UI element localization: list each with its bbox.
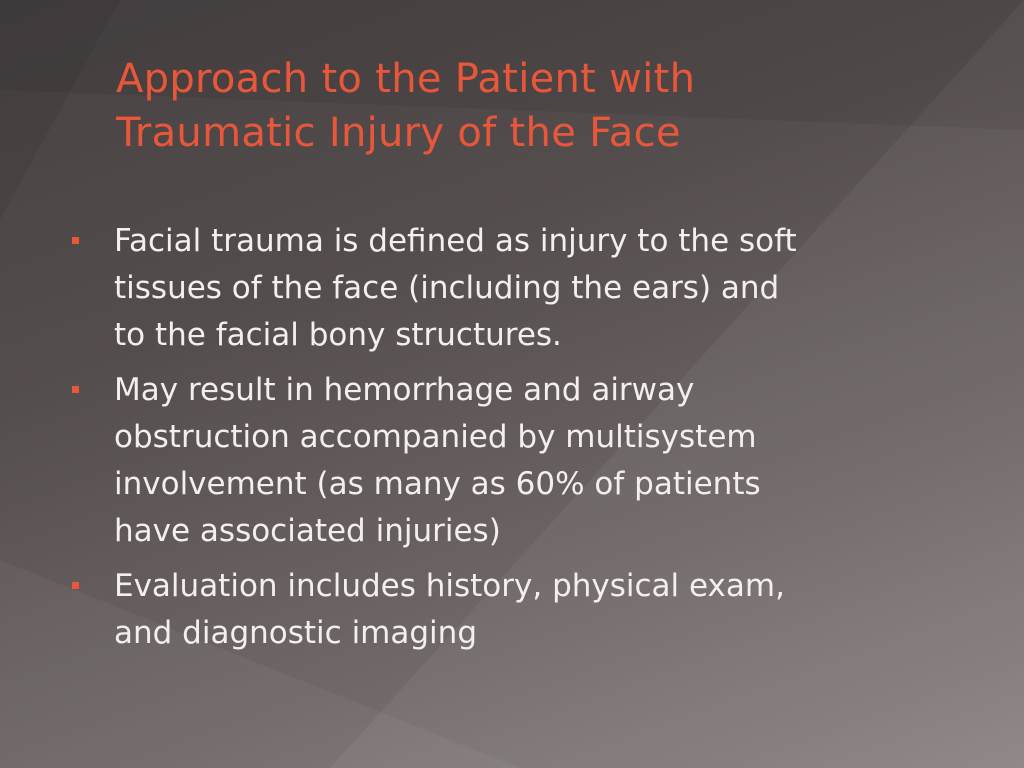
bullet-text-line: and diagnostic imaging — [114, 615, 477, 651]
bullet-text-line: Facial trauma is defined as injury to the soft — [114, 223, 797, 259]
square-bullet-icon — [72, 237, 79, 244]
slide-title — [116, 52, 976, 160]
title-line: Traumatic Injury of the Face — [116, 110, 681, 156]
bullet-item — [72, 218, 952, 367]
bullet-text-line: have associated injuries) — [114, 513, 501, 549]
bullet-text-line: to the facial bony structures. — [114, 317, 562, 353]
bullet-item — [72, 367, 952, 563]
square-bullet-icon — [72, 582, 79, 589]
facet-dark-left — [0, 0, 120, 220]
bullet-text-line: obstruction accompanied by multisystem — [114, 419, 757, 455]
bullet-text-line: May result in hemorrhage and airway — [114, 372, 695, 408]
bullet-item — [72, 563, 952, 665]
bullet-text-line: Evaluation includes history, physical exam, — [114, 568, 785, 604]
bullet-list — [72, 218, 952, 665]
bullet-text-line: involvement (as many as 60% of patients — [114, 466, 761, 502]
title-line: Approach to the Patient with — [116, 56, 696, 102]
bullet-text-line: tissues of the face (including the ears) and — [114, 270, 780, 306]
square-bullet-icon — [72, 386, 79, 393]
